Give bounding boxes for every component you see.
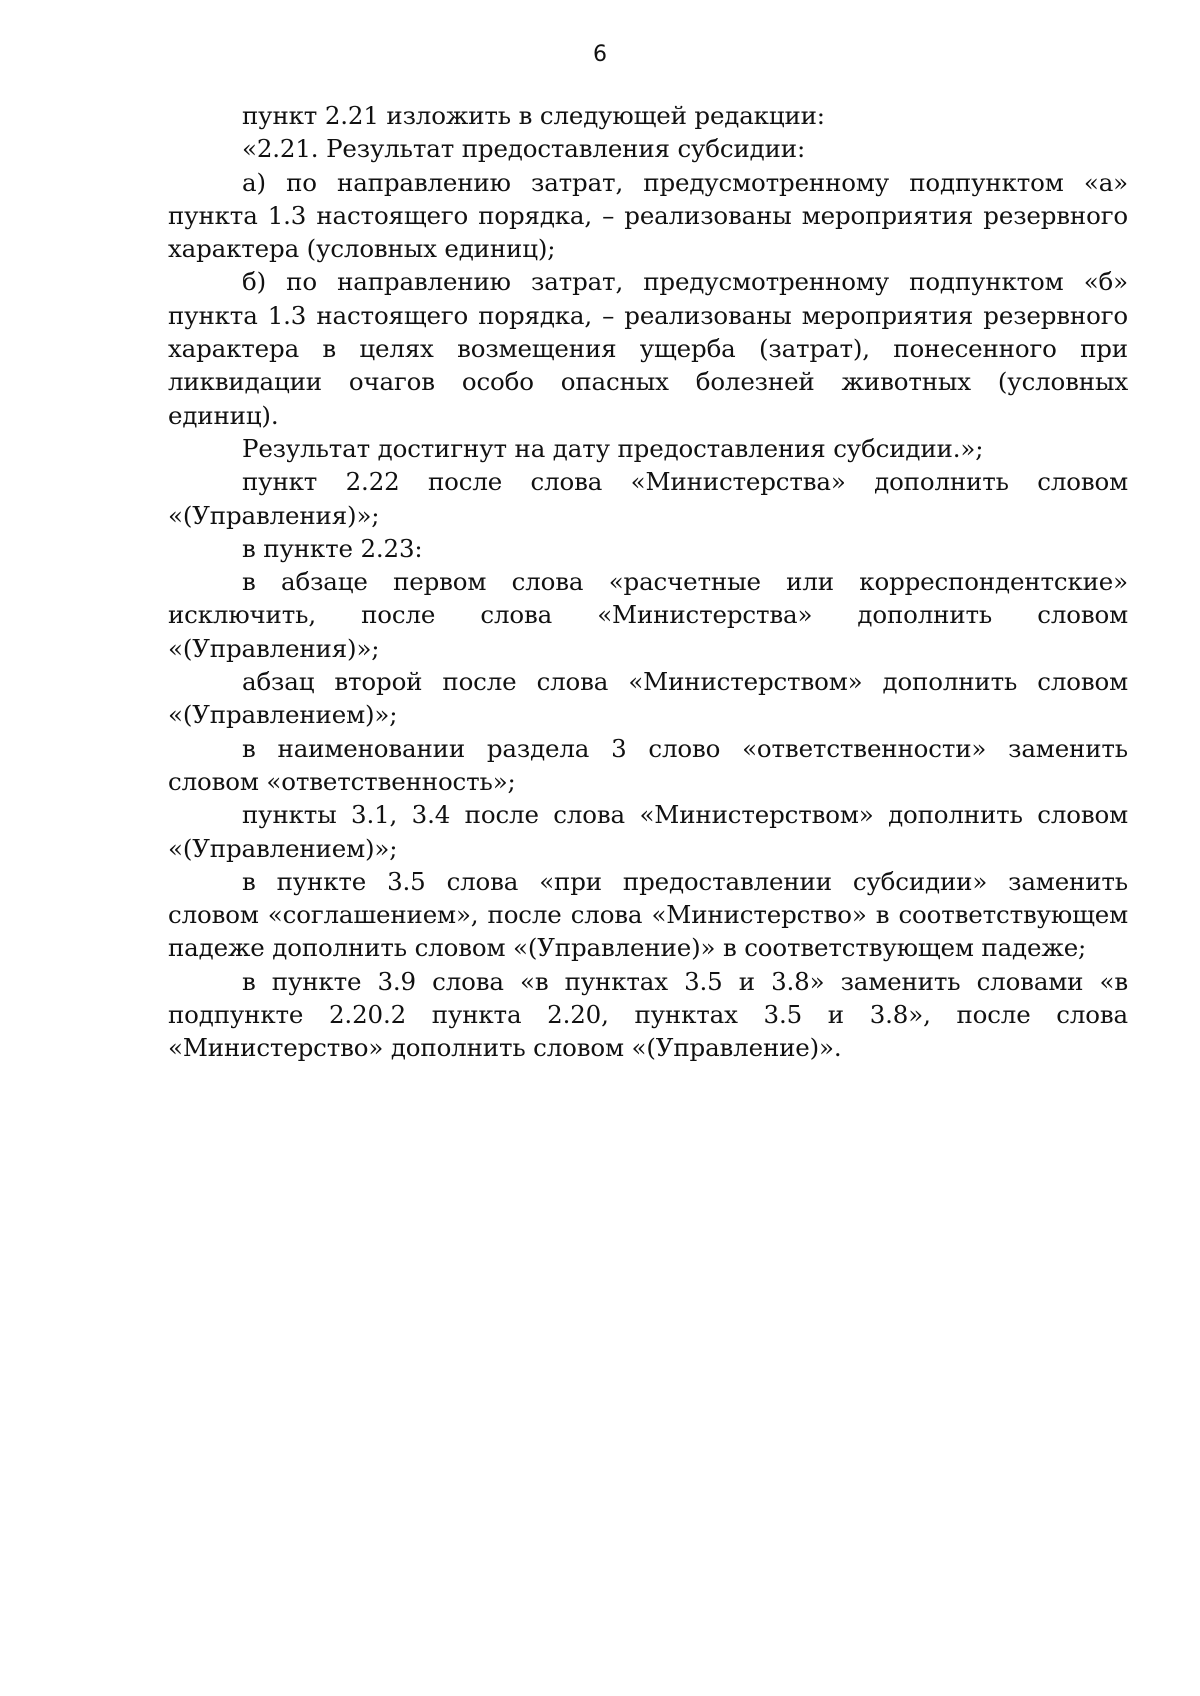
paragraph-clauses-3-1-3-4: пункты 3.1, 3.4 после слова «Министерством» дополнить словом «(Управлением)»; <box>168 800 1128 863</box>
document-body <box>168 99 1128 1065</box>
page-number: 6 <box>593 42 607 67</box>
paragraph-clause-3-9: в пункте 3.9 слова «в пунктах 3.5 и 3.8» заменить словами «в подпункте 2.20.2 пункта 2.20, пунктах 3.5 и 3.8», после слова «Министерство» дополнить словом «(Управление)». <box>168 966 1128 1063</box>
paragraph-subitem-a: а) по направлению затрат, предусмотренному подпунктом «а» пункта 1.3 настоящего порядка, – реализованы мероприятия резервного характера (условных единиц); <box>168 167 1128 264</box>
paragraph-clause-2-23-second: абзац второй после слова «Министерством» дополнить словом «(Управлением)»; <box>168 667 1128 730</box>
paragraph-clause-2-21-intro: пункт 2.21 изложить в следующей редакции: <box>242 101 825 130</box>
paragraph-clause-3-5: в пункте 3.5 слова «при предоставлении субсидии» заменить словом «соглашением», после слова «Министерство» в соответствующем падеже дополнить словом «(Управление)» в соответствующем падеже; <box>168 866 1128 963</box>
paragraph-clause-2-21-heading: «2.21. Результат предоставления субсидии: <box>242 134 806 164</box>
paragraph-result-achieved: Результат достигнут на дату предоставления субсидии.»; <box>242 433 984 463</box>
paragraph-subitem-b: б) по направлению затрат, предусмотренному подпунктом «б» пункта 1.3 настоящего порядка, – реализованы мероприятия резервного характера в целях возмещения ущерба (затрат), понесенного при ликвидации очагов особо опасных болезней животных (условных единиц). <box>168 267 1128 430</box>
paragraph-clause-2-23: в пункте 2.23: <box>242 533 423 563</box>
paragraph-clause-2-22: пункт 2.22 после слова «Министерства» дополнить словом «(Управления)»; <box>168 467 1128 530</box>
paragraph-section-3-title: в наименовании раздела 3 слово «ответственности» заменить словом «ответственность»; <box>168 733 1128 796</box>
paragraph-clause-2-23-first: в абзаце первом слова «расчетные или корреспондентские» исключить, после слова «Министерства» дополнить словом «(Управления)»; <box>168 567 1128 663</box>
